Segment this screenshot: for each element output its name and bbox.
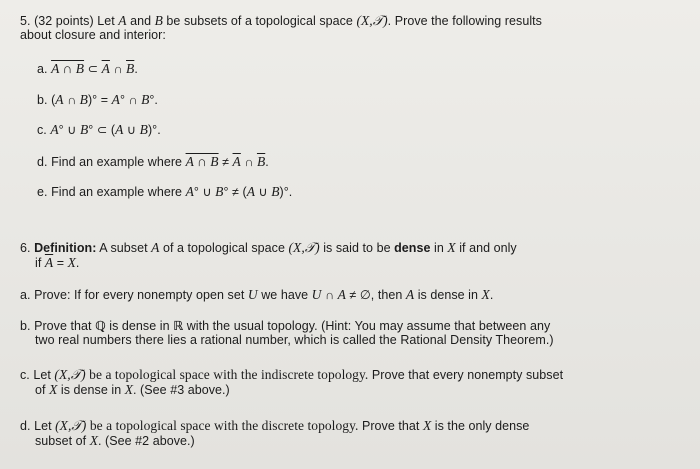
problem-5c-formula: A° ∪ B° ⊂ (A ∪ B)°. — [50, 122, 161, 137]
problem-5a-formula: A ∩ B ⊂ $\overline{A}$ ∩ $\overline{B}$. — [51, 61, 138, 76]
problem-6a-text: Prove: If for every nonempty open set U we have U ∩ A ≠ ∅, then A is dense in X. — [34, 287, 494, 302]
problem-6b-text: Prove that ℚ is dense in ℝ with the usual topology. (Hint: You may assume that between any — [34, 318, 551, 333]
problem-5c — [37, 122, 161, 138]
item-letter: c. — [20, 368, 30, 382]
problem-5d — [37, 154, 269, 170]
item-letter: b. — [20, 319, 31, 333]
definition-text: A subset A of a topological space (X,𝒯) is said to be dense in X if and only — [99, 240, 517, 255]
problem-5-intro: (32 points) Let A and B be subsets of a topological space (X,𝒯). Prove the following results — [34, 13, 542, 28]
definition-label: Definition: — [34, 241, 97, 255]
problem-5a — [37, 61, 138, 77]
problem-6b-line-1 — [20, 318, 550, 334]
item-letter: a. — [20, 288, 31, 302]
problem-5b-formula: (A ∩ B)° = A° ∩ B°. — [51, 92, 158, 107]
problem-6b-line-2: two real numbers there lies a rational number, which is called the Rational Density Theorem.) — [35, 333, 554, 347]
definition-line-2: if $\overline{A} = X$. — [35, 255, 80, 270]
problem-6c-line-2: of X is dense in X. (See #3 above.) — [35, 382, 230, 397]
problem-5-line-1 — [20, 13, 542, 29]
item-letter: d. — [20, 419, 31, 433]
problem-5d-text: Find an example where A ∩ $B \ne \overline{A}$ ∩ $\overline{B}$. — [51, 154, 269, 169]
problem-6d-line-2: subset of X. (See #2 above.) — [35, 433, 195, 448]
problem-6-line-1 — [20, 240, 517, 256]
problem-6c-text: Let (X,𝒯) be a topological space with the indiscrete topology. Prove that every nonempty subset — [33, 367, 564, 382]
problem-6d-line-1 — [20, 418, 529, 434]
item-letter: b. — [37, 93, 48, 107]
item-letter: a. — [37, 62, 48, 76]
problem-5-number: 5. — [20, 14, 31, 28]
item-letter: c. — [37, 123, 47, 137]
item-letter: d. — [37, 155, 48, 169]
problem-5e — [37, 184, 292, 200]
problem-6c-line-1 — [20, 367, 563, 383]
problem-6a — [20, 287, 493, 303]
problem-6-number: 6. — [20, 241, 31, 255]
item-letter: e. — [37, 185, 48, 199]
problem-5e-text: Find an example where A° ∪ B° ≠ (A ∪ B)°. — [51, 184, 293, 199]
problem-5b — [37, 92, 158, 108]
problem-5-line-2: about closure and interior: — [20, 28, 166, 42]
problem-6d-text: Let (X,𝒯) be a topological space with the discrete topology. Prove that X is the only dense — [34, 418, 530, 433]
